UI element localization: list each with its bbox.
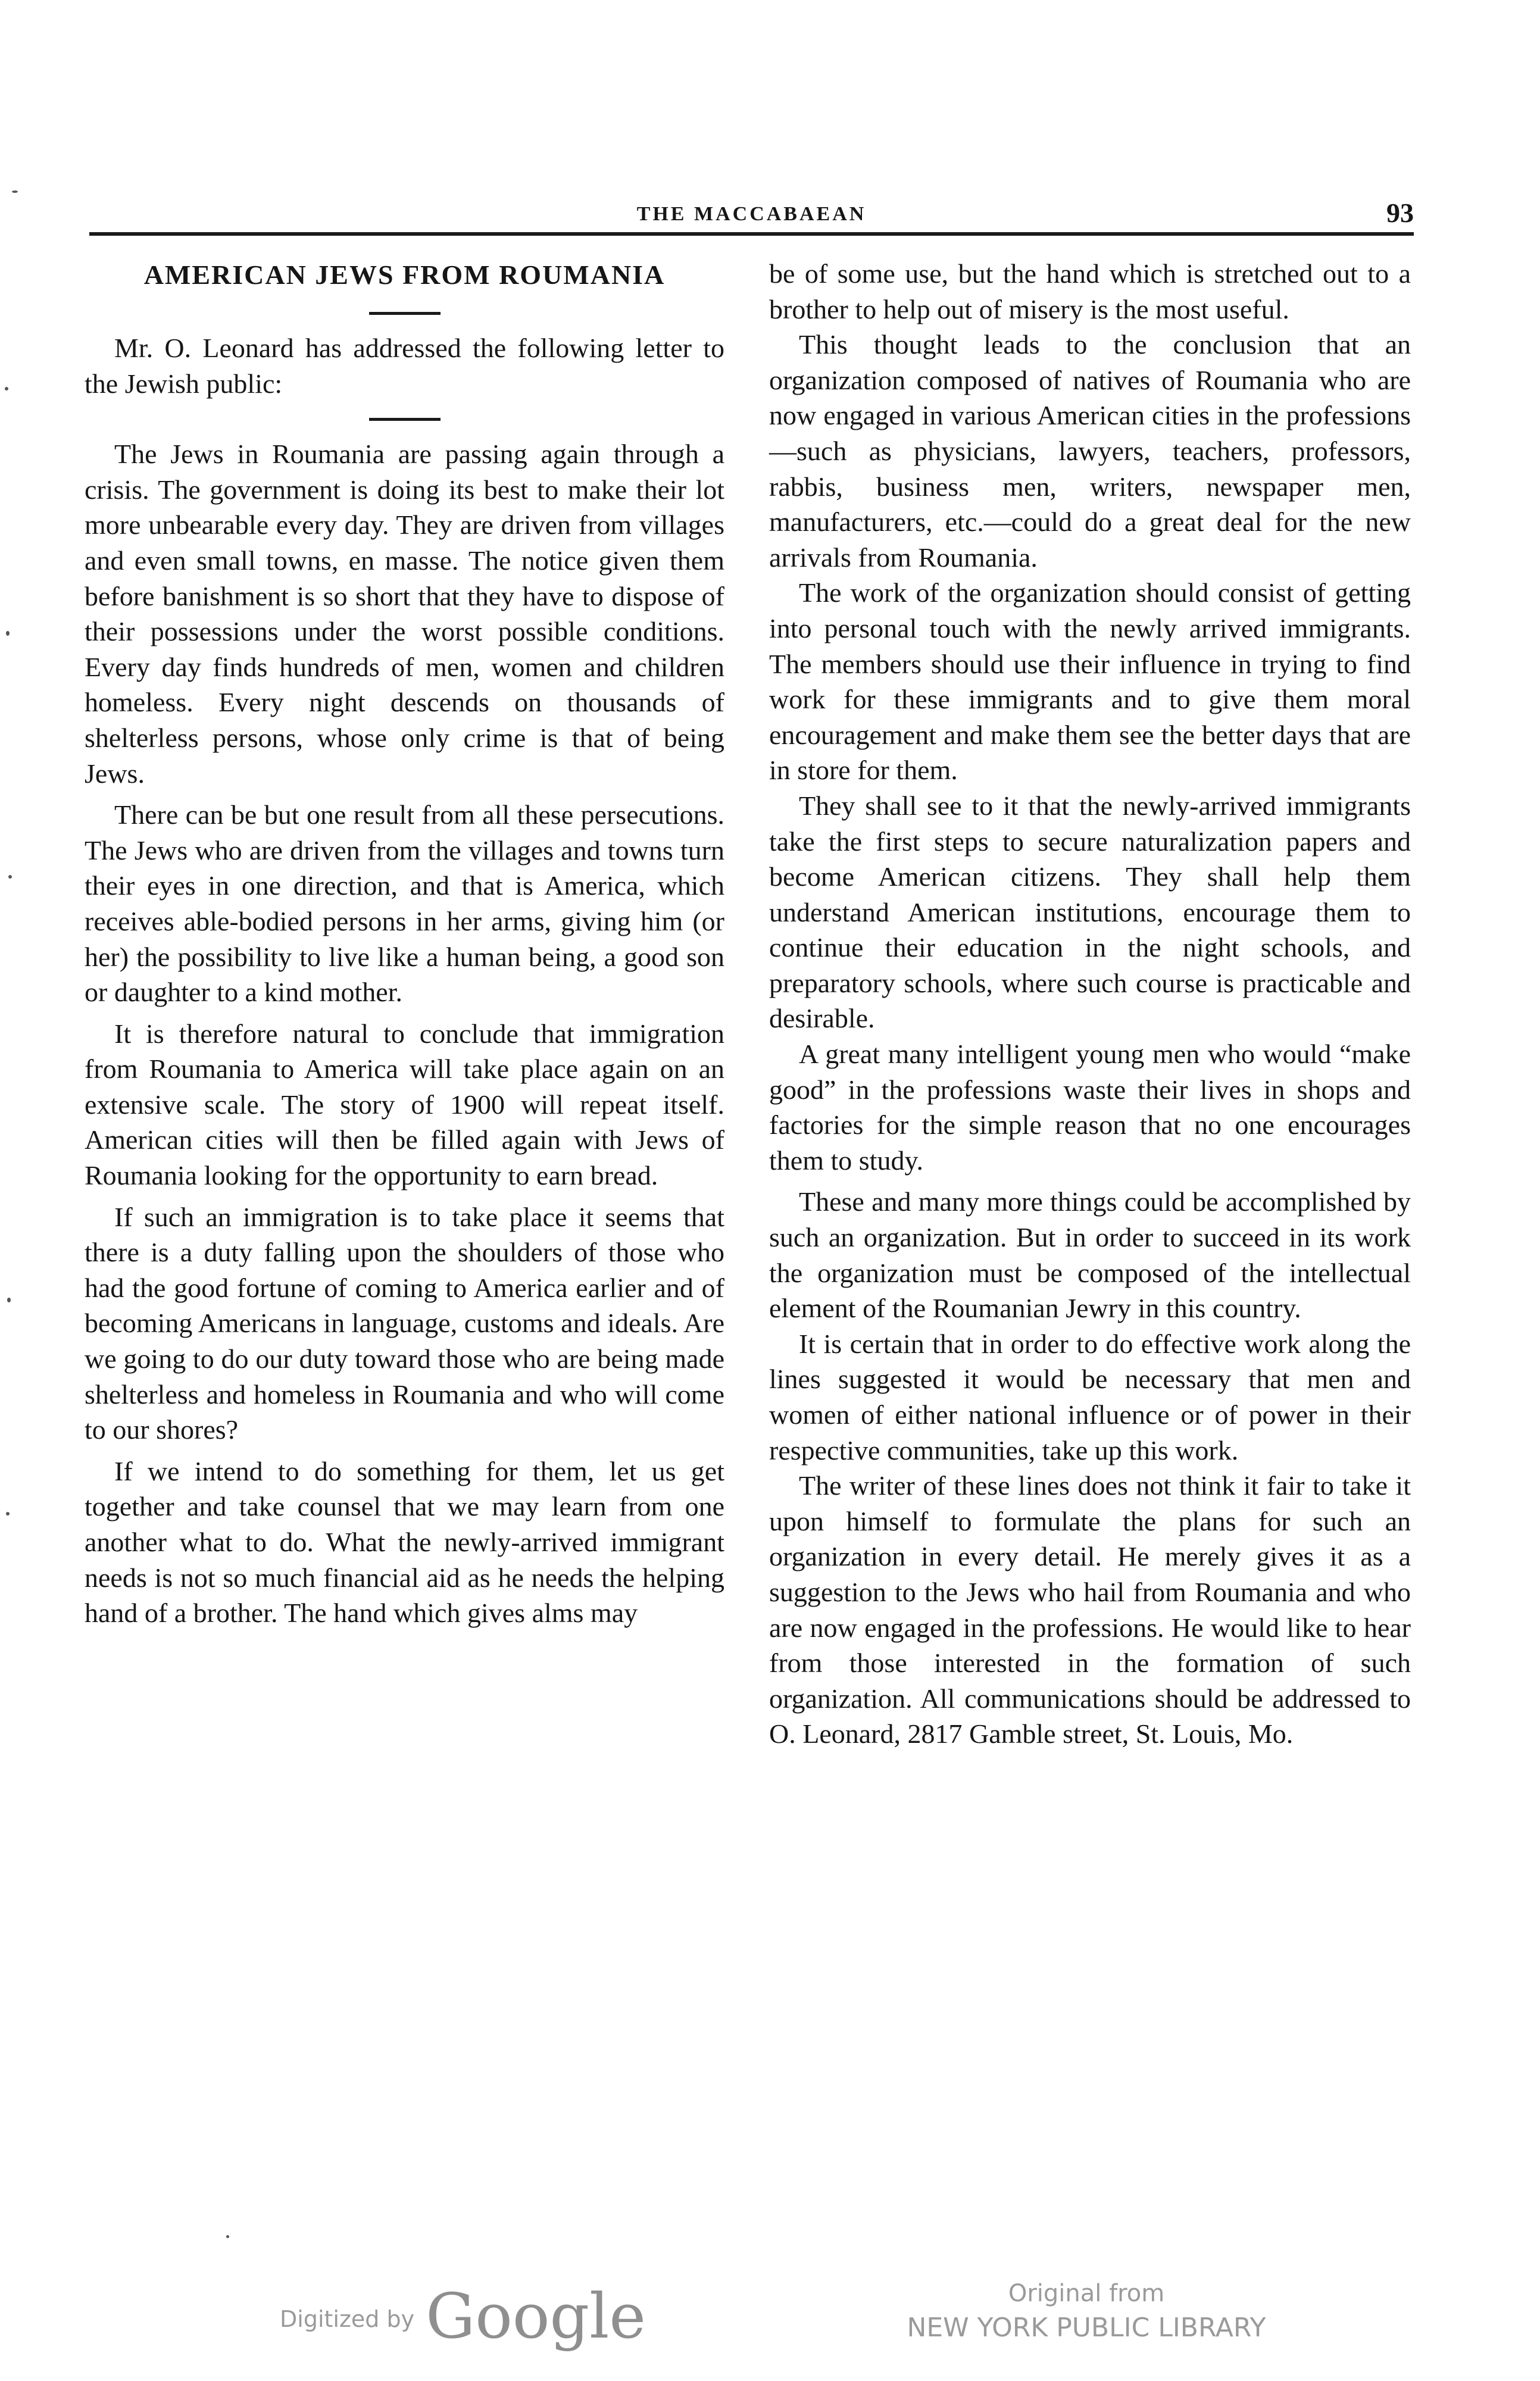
article-intro: Mr. O. Leonard has addressed the following letter to the Jewish public:	[85, 333, 724, 399]
google-logo: Google	[426, 2280, 646, 2352]
article-paragraph: It is therefore natural to conclude that immigration from Roumania to America will take place again on an extensive scale. The story of 1900 will repeat itself. American cities will then be filled again with Jews of Roumania looking for the opportunity to earn bread.	[85, 1018, 724, 1191]
article-paragraph: It is certain that in order to do effective work along the lines suggested it would be necessary that men and women of either national influence or of power in their respective communities, take up this work.	[769, 1328, 1411, 1466]
article-paragraph-continued: be of some use, but the hand which is stretched out to a brother to help out of misery is the most useful.	[769, 258, 1411, 324]
article-paragraph: This thought leads to the conclusion that an organization composed of natives of Roumania who are now engaged in various American cities in the professions—such as physicians, lawyers, teachers, professors, rabbis, business men, writers, newspaper men, manufacturers, etc.—could do a great deal for the new arrivals from Roumania.	[769, 329, 1411, 573]
article-paragraph: If we intend to do something for them, let us get together and take counsel that we may learn from one another what to do. What the newly-arrived immigrant needs is not so much financial aid as he needs the helping hand of a brother. The hand which gives alms may	[85, 1455, 724, 1629]
scan-speck	[8, 875, 12, 879]
scan-speck	[7, 1298, 11, 1302]
original-from-text: Original from	[1008, 2280, 1165, 2307]
left-column	[85, 256, 724, 1631]
scan-speck	[5, 387, 8, 390]
running-title: THE MACCABAEAN	[636, 203, 867, 225]
digitized-by-text: Digitized by	[280, 2306, 415, 2332]
article-paragraph: They shall see to it that the newly-arrived immigrants take the first steps to secure naturalization papers and become American citizens. They shall help them understand American institutions, encourage them to continue their education in the night schools, and preparatory schools, where such course is practicable and desirable.	[769, 790, 1411, 1034]
article-title: AMERICAN JEWS FROM ROUMANIA	[143, 260, 666, 290]
title-rule	[369, 312, 441, 315]
article-paragraph: If such an immigration is to take place it seems that there is a duty falling upon the shoulders of those who had the good fortune of coming to America earlier and of becoming Americans in language, customs and ideals. Are we going to do our duty toward those who are being made shelterless and homeless in Roumania and who will come to our shores?	[85, 1201, 724, 1445]
running-head	[89, 196, 1414, 236]
scan-speck	[12, 190, 18, 193]
page-number: 93	[1386, 198, 1414, 228]
article-paragraph: The work of the organization should consist of getting into personal touch with the newly arrived immigrants. The members should use their influence in trying to find work for these immigrants and to give them moral encouragement and make them see the better days that are in store for them.	[769, 577, 1411, 786]
article-paragraph: The Jews in Roumania are passing again through a crisis. The government is doing its best to make their lot more unbearable every day. They are driven from villages and even small towns, en masse. The notice given them before banishment is so short that they have to dispose of their possessions under the worst possible conditions. Every day finds hundreds of men, women and children homeless. Every night descends on thousands of shelterless persons, whose only crime is that of being Jews.	[85, 439, 724, 789]
library-name: NEW YORK PUBLIC LIBRARY	[907, 2313, 1266, 2343]
scan-speck	[6, 631, 10, 636]
article-paragraph: The writer of these lines does not think it fair to take it upon himself to formulate the plans for such an organization in every detail. He merely gives it as a suggestion to the Jews who hail from Roumania and who are now engaged in the professions. He would like to hear from those interested in the formation of such organization. All communications should be addressed to O. Leonard, 2817 Gamble street, St. Louis, Mo.	[769, 1470, 1411, 1749]
right-column	[769, 256, 1411, 1752]
article-paragraph: There can be but one result from all these persecutions. The Jews who are driven from the villages and towns turn their eyes in one direction, and that is America, which receives able-bodied persons in her arms, giving him (or her) the possibility to live like a human being, a good son or daughter to a kind mother.	[85, 799, 724, 1008]
original-from-notice	[881, 2277, 1292, 2346]
digitized-by-notice	[280, 2280, 646, 2351]
article-paragraph: A great many intelligent young men who would “make good” in the professions waste their lives in shops and factories for the simple reason that no one encourages them to study.	[769, 1039, 1411, 1176]
scan-speck	[6, 1512, 10, 1516]
article-paragraph: These and many more things could be accomplished by such an organization. But in order to succeed in its work the organization must be composed of the intellectual element of the Roumanian Jewry in this country.	[769, 1186, 1411, 1324]
intro-rule	[369, 418, 441, 421]
scan-speck	[226, 2235, 229, 2238]
